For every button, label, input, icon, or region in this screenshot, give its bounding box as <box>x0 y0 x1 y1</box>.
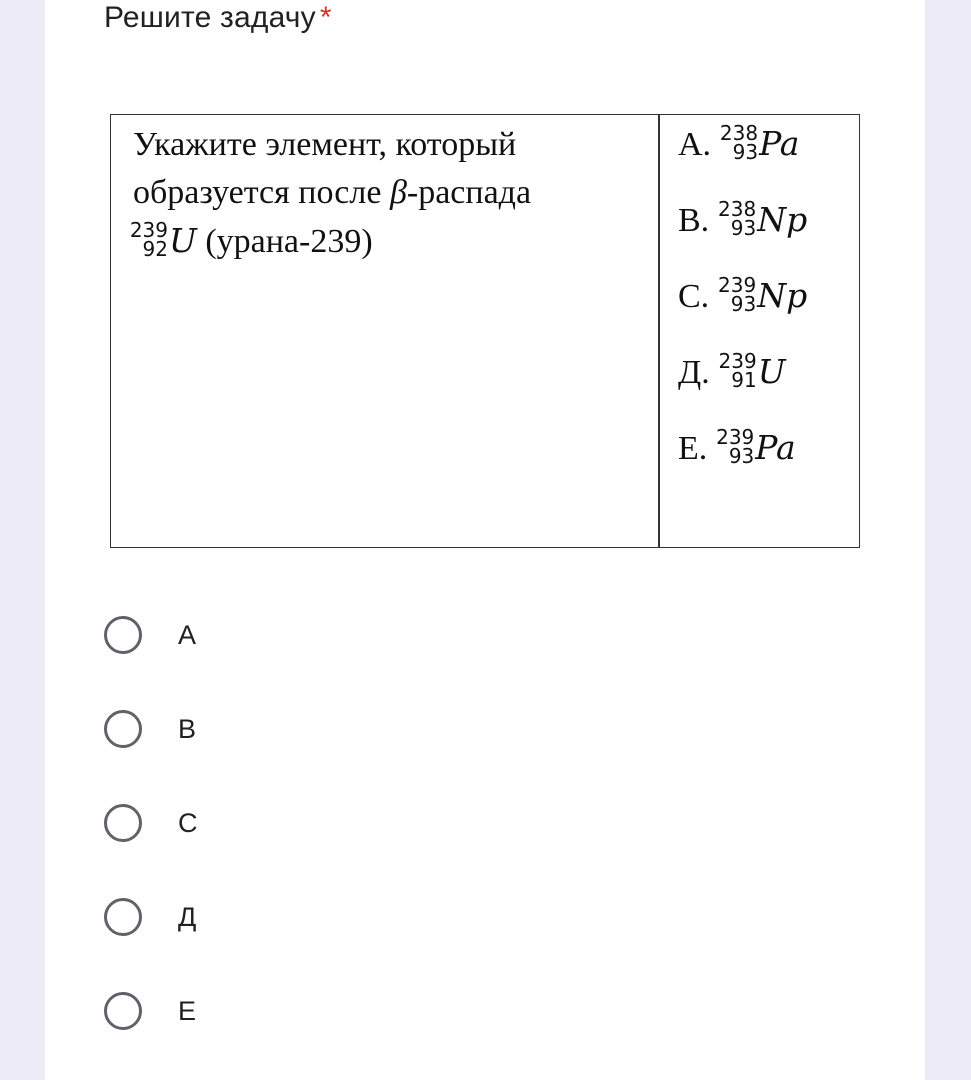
charge-number: 93 <box>730 292 757 316</box>
task-line-2 <box>133 169 648 217</box>
uranium-mass-number: 239 <box>129 218 168 242</box>
question-title <box>104 0 332 36</box>
radio-button[interactable] <box>104 616 142 654</box>
mass-number: 238 <box>719 121 759 145</box>
choice-c[interactable] <box>104 776 198 870</box>
choice-label: Д <box>178 901 197 932</box>
charge-number: 93 <box>732 140 759 164</box>
radio-button[interactable] <box>104 992 142 1030</box>
nuclide <box>718 347 786 398</box>
answer-option <box>678 347 807 423</box>
beta-symbol: β <box>389 174 407 211</box>
mass-number: 239 <box>716 425 755 449</box>
question-title-text: Решите задачу <box>104 1 316 34</box>
answer-option <box>678 195 807 271</box>
element-symbol: Np <box>757 276 808 315</box>
task-line-2-end: -распада <box>406 174 532 211</box>
choice-label: B <box>178 713 197 744</box>
task-statement <box>129 121 648 266</box>
element-symbol: Pa <box>755 428 796 467</box>
element-symbol: Np <box>757 200 808 239</box>
choice-label: A <box>178 619 197 650</box>
element-symbol: U <box>757 352 786 391</box>
choice-label: C <box>178 807 198 838</box>
task-line-2-start: образуется после <box>133 174 390 211</box>
task-image <box>110 114 860 548</box>
choice-a[interactable] <box>104 588 198 682</box>
nuclide <box>718 271 808 322</box>
answer-option-letter: B. <box>678 202 710 239</box>
answer-option-letter: C. <box>678 278 710 315</box>
radio-button[interactable] <box>104 804 142 842</box>
choice-label: E <box>178 995 197 1026</box>
question-card <box>45 0 925 1080</box>
task-line-3 <box>129 217 648 266</box>
mass-number: 239 <box>718 349 757 373</box>
radio-choice-list <box>104 588 198 1058</box>
mass-number: 239 <box>718 273 757 297</box>
choice-b[interactable] <box>104 682 198 776</box>
nuclide <box>719 119 800 170</box>
required-asterisk: * <box>319 1 332 34</box>
answer-option-letter: A. <box>678 126 712 163</box>
charge-number: 93 <box>730 216 757 240</box>
answer-options-list <box>678 119 807 499</box>
uranium-nuclide <box>129 217 197 266</box>
charge-number: 93 <box>728 444 755 468</box>
answer-option-letter: Д. <box>678 354 710 391</box>
radio-button[interactable] <box>104 710 142 748</box>
answer-option <box>678 271 807 347</box>
choice-d[interactable] <box>104 870 198 964</box>
uranium-charge-number: 92 <box>142 237 168 261</box>
radio-button[interactable] <box>104 898 142 936</box>
answer-option-letter: E. <box>678 430 708 467</box>
uranium-symbol: U <box>169 221 197 260</box>
task-line-1: Укажите элемент, который <box>133 126 517 163</box>
choice-e[interactable] <box>104 964 198 1058</box>
answer-option <box>678 119 807 195</box>
answer-option <box>678 423 807 499</box>
task-line-3-end: (урана-239) <box>196 223 373 260</box>
task-table-divider <box>658 115 660 547</box>
element-symbol: Pa <box>759 124 800 163</box>
nuclide <box>718 195 808 246</box>
nuclide <box>716 423 796 474</box>
mass-number: 238 <box>718 197 757 221</box>
charge-number: 91 <box>731 368 757 392</box>
